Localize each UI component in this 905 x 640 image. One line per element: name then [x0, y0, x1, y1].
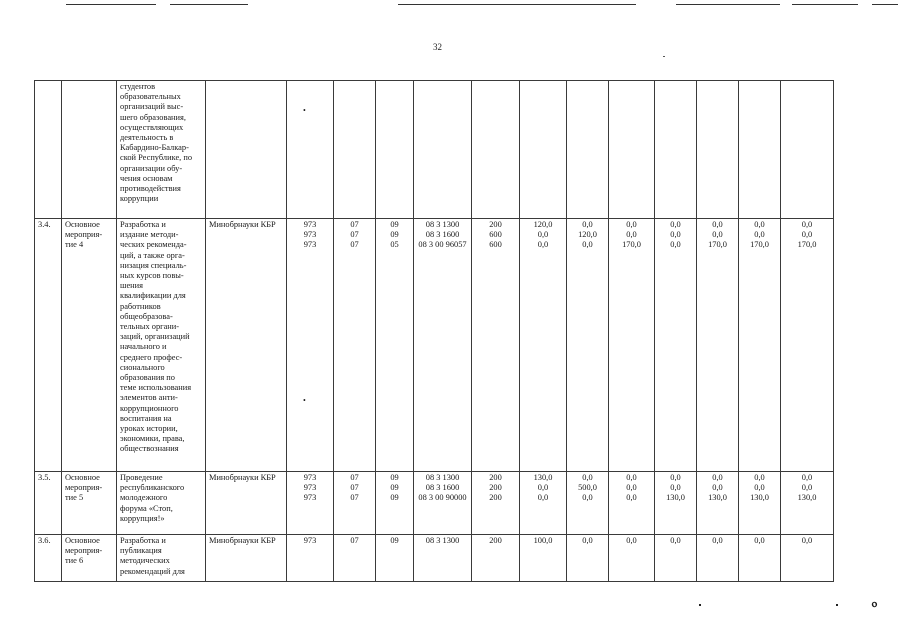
- cell-line: организации обу-: [120, 163, 183, 173]
- cell-line: 0,0: [537, 230, 549, 240]
- cell-type: [62, 472, 117, 535]
- cell-line: 09: [390, 230, 399, 240]
- cell-line: 100,0: [533, 536, 553, 545]
- cell-line: 0,0: [712, 220, 723, 229]
- cell-type: [62, 535, 117, 582]
- cell-line: 170,0: [622, 240, 641, 250]
- cell-vr: [472, 81, 520, 219]
- cell-rz: [334, 81, 376, 219]
- cell-grbs: [287, 219, 334, 472]
- cell-line: рекомендаций для: [120, 566, 185, 576]
- cell-executor: Минобрнауки КБР: [206, 472, 287, 535]
- cell-year-4: [655, 472, 697, 535]
- cell-line: общеобразова-: [120, 311, 173, 321]
- cell-line: 0,0: [537, 493, 549, 503]
- cell-line: начального и: [120, 342, 167, 352]
- scan-speck: [699, 604, 701, 606]
- cell-line: противодействия: [120, 184, 181, 194]
- cell-year-7: [781, 535, 834, 582]
- cell-line: 09: [390, 220, 399, 229]
- cell-line: тие 6: [65, 556, 84, 566]
- cell-line: Разработка и: [120, 220, 166, 229]
- cell-csr: [414, 535, 472, 582]
- cell-line: заций, организаций: [120, 332, 190, 342]
- cell-line: организаций выс-: [120, 102, 184, 112]
- cell-line: 08 3 1600: [425, 230, 460, 240]
- cell-line: 0,0: [754, 483, 765, 493]
- cell-year-3: [609, 535, 655, 582]
- cell-line: 07: [350, 536, 359, 545]
- cell-line: 170,0: [708, 240, 727, 250]
- cell-description: [117, 535, 206, 582]
- cell-line: ных курсов повы-: [120, 271, 184, 281]
- cell-line: низация специаль-: [120, 260, 187, 270]
- cell-line: 07: [350, 473, 359, 482]
- cell-line: 08 3 1300: [425, 473, 460, 482]
- cell-line: Основное: [65, 473, 100, 482]
- table-row: [35, 535, 834, 582]
- cell-line: 08 3 1300: [425, 220, 460, 229]
- cell-line: деятельность в: [120, 133, 174, 143]
- cell-line: 973: [303, 536, 317, 545]
- cell-line: мероприя-: [65, 230, 103, 240]
- cell-year-5: [697, 535, 739, 582]
- cell-line: 08 3 00 90000: [418, 493, 467, 503]
- table-row: [35, 472, 834, 535]
- cell-line: обществознания: [120, 444, 179, 454]
- cell-description: [117, 81, 206, 219]
- cell-line: 0,0: [801, 473, 813, 482]
- cell-line: 0,0: [626, 220, 637, 229]
- cell-line: 120,0: [533, 220, 553, 229]
- cell-vr: [472, 535, 520, 582]
- cell-line: 0,0: [582, 536, 593, 545]
- cell-line: 0,0: [670, 240, 681, 250]
- cell-line: 07: [350, 230, 359, 240]
- cell-line: 0,0: [626, 493, 637, 503]
- cell-year-4: [655, 81, 697, 219]
- cell-line: 07: [350, 493, 359, 503]
- cell-line: Проведение: [120, 473, 163, 482]
- cell-pr: [376, 535, 414, 582]
- cell-line: методических: [120, 556, 170, 566]
- budget-table: [34, 80, 834, 582]
- cell-year-4: [655, 535, 697, 582]
- cell-year-3: [609, 81, 655, 219]
- cell-line: 0,0: [754, 230, 765, 240]
- cell-executor: Минобрнауки КБР: [206, 535, 287, 582]
- cell-line: образовательных: [120, 92, 181, 102]
- top-rule: [398, 4, 636, 5]
- cell-line: 09: [390, 493, 399, 503]
- cell-executor: Минобрнауки КБР: [206, 219, 287, 472]
- top-rule: [792, 4, 858, 5]
- cell-year-1: [520, 219, 567, 472]
- cell-line: 130,0: [533, 473, 553, 482]
- cell-line: квалификации для: [120, 291, 186, 301]
- cell-line: элементов анти-: [120, 393, 178, 403]
- cell-line: 600: [489, 230, 502, 240]
- cell-line: 0,0: [712, 230, 723, 240]
- cell-line: 09: [390, 483, 399, 493]
- cell-line: 0,0: [582, 240, 593, 250]
- cell-line: шения: [120, 281, 143, 291]
- cell-line: 0,0: [801, 220, 813, 229]
- cell-line: тие 5: [65, 493, 84, 503]
- cell-line: 170,0: [797, 240, 817, 250]
- cell-line: республиканского: [120, 483, 185, 493]
- top-rule: [66, 4, 156, 5]
- cell-number: 3.6.: [35, 535, 62, 582]
- scan-mark: ⲟ: [871, 598, 877, 610]
- cell-year-6: [739, 472, 781, 535]
- cell-pr: [376, 472, 414, 535]
- cell-line: Основное: [65, 220, 100, 229]
- cell-pr: [376, 219, 414, 472]
- cell-line: 120,0: [578, 230, 597, 240]
- top-rule: [676, 4, 780, 5]
- cell-line: 0,0: [754, 536, 765, 545]
- cell-line: 08 3 00 96057: [418, 240, 467, 250]
- cell-number: [35, 81, 62, 219]
- top-rule: [170, 4, 248, 5]
- cell-line: 0,0: [537, 240, 549, 250]
- cell-grbs: [287, 472, 334, 535]
- cell-line: осуществляющих: [120, 122, 184, 132]
- cell-year-3: [609, 219, 655, 472]
- cell-csr: [414, 472, 472, 535]
- cell-year-4: [655, 219, 697, 472]
- cell-year-2: [567, 81, 609, 219]
- cell-line: Основное: [65, 536, 100, 545]
- cell-line: теме использования: [120, 383, 192, 393]
- cell-csr: [414, 219, 472, 472]
- cell-line: 130,0: [666, 493, 685, 503]
- cell-year-1: [520, 535, 567, 582]
- cell-line: 973: [303, 483, 317, 493]
- top-rule: [872, 4, 898, 5]
- cell-line: тие 4: [65, 240, 84, 250]
- cell-line: коррупционного: [120, 403, 179, 413]
- cell-line: 07: [350, 240, 359, 250]
- cell-line: 0,0: [801, 536, 813, 545]
- cell-line: 08 3 1600: [425, 483, 460, 493]
- cell-line: 130,0: [797, 493, 817, 503]
- cell-line: 0,0: [754, 220, 765, 229]
- cell-line: 170,0: [750, 240, 769, 250]
- cell-line: 973: [303, 493, 317, 503]
- cell-line: 0,0: [670, 230, 681, 240]
- cell-rz: [334, 219, 376, 472]
- cell-line: 0,0: [754, 473, 765, 482]
- cell-csr: [414, 81, 472, 219]
- cell-year-1: [520, 472, 567, 535]
- cell-line: 600: [489, 240, 502, 250]
- cell-line: тельных органи-: [120, 322, 180, 332]
- cell-line: 973: [303, 220, 317, 229]
- cell-line: публикация: [120, 546, 162, 556]
- cell-year-6: [739, 535, 781, 582]
- scan-speck: [663, 56, 665, 57]
- cell-pr: [376, 81, 414, 219]
- scan-speck: •: [303, 106, 306, 115]
- cell-line: 0,0: [670, 473, 681, 482]
- cell-line: сионального: [120, 362, 165, 372]
- cell-line: мероприя-: [65, 546, 103, 556]
- cell-line: 200: [489, 493, 502, 503]
- cell-line: экономики, права,: [120, 434, 185, 444]
- cell-year-1: [520, 81, 567, 219]
- cell-line: 973: [303, 473, 317, 482]
- cell-line: ской Республике, по: [120, 153, 193, 163]
- cell-grbs: [287, 535, 334, 582]
- cell-line: 07: [350, 220, 359, 229]
- cell-line: шего образования,: [120, 112, 186, 122]
- cell-line: уроках истории,: [120, 424, 178, 434]
- scan-speck: •: [303, 396, 306, 405]
- cell-rz: [334, 535, 376, 582]
- cell-line: 0,0: [537, 483, 549, 493]
- cell-line: ческих рекоменда-: [120, 240, 187, 250]
- cell-year-3: [609, 472, 655, 535]
- cell-line: коррупция!»: [120, 513, 165, 523]
- cell-line: мероприя-: [65, 483, 103, 493]
- cell-year-2: [567, 219, 609, 472]
- cell-rz: [334, 472, 376, 535]
- cell-line: коррупции: [120, 194, 159, 204]
- cell-line: 0,0: [712, 483, 723, 493]
- cell-number: 3.4.: [35, 219, 62, 472]
- cell-line: 0,0: [801, 230, 813, 240]
- cell-line: 08 3 1300: [425, 536, 460, 545]
- page-number: 32: [433, 42, 442, 52]
- cell-line: 05: [390, 240, 399, 250]
- cell-year-2: [567, 472, 609, 535]
- cell-vr: [472, 219, 520, 472]
- cell-line: молодежного: [120, 493, 168, 503]
- cell-year-7: [781, 219, 834, 472]
- cell-executor: [206, 81, 287, 219]
- scan-speck: [836, 604, 838, 606]
- cell-line: Кабардино-Балкар-: [120, 143, 189, 153]
- cell-line: 0,0: [712, 536, 723, 545]
- cell-year-7: [781, 81, 834, 219]
- cell-line: воспитания на: [120, 413, 172, 423]
- cell-line: 973: [303, 240, 317, 250]
- cell-line: 500,0: [578, 483, 597, 493]
- cell-line: Разработка и: [120, 536, 166, 545]
- cell-line: 0,0: [670, 536, 681, 545]
- cell-line: 0,0: [582, 473, 593, 482]
- cell-year-6: [739, 219, 781, 472]
- cell-line: 130,0: [750, 493, 769, 503]
- cell-line: 200: [489, 473, 502, 482]
- cell-vr: [472, 472, 520, 535]
- cell-line: 0,0: [626, 483, 637, 493]
- cell-line: чения основам: [120, 173, 173, 183]
- cell-line: 0,0: [670, 220, 681, 229]
- cell-year-5: [697, 472, 739, 535]
- cell-line: среднего профес-: [120, 352, 183, 362]
- table-row: [35, 219, 834, 472]
- cell-year-6: [739, 81, 781, 219]
- cell-line: форума «Стоп,: [120, 503, 173, 513]
- cell-year-7: [781, 472, 834, 535]
- cell-line: 200: [489, 483, 502, 493]
- cell-number: 3.5.: [35, 472, 62, 535]
- cell-description: [117, 219, 206, 472]
- cell-line: ций, а также орга-: [120, 250, 185, 260]
- cell-type: [62, 219, 117, 472]
- cell-line: работников: [120, 301, 161, 311]
- cell-line: 0,0: [626, 230, 637, 240]
- cell-line: студентов: [120, 82, 156, 91]
- cell-line: 0,0: [801, 483, 813, 493]
- cell-year-5: [697, 81, 739, 219]
- cell-type: [62, 81, 117, 219]
- cell-line: 200: [489, 220, 502, 229]
- cell-line: 09: [390, 473, 399, 482]
- cell-year-2: [567, 535, 609, 582]
- cell-line: 07: [350, 483, 359, 493]
- cell-line: 130,0: [708, 493, 727, 503]
- table-row-continued: [35, 81, 834, 219]
- cell-year-5: [697, 219, 739, 472]
- cell-line: 200: [489, 536, 502, 545]
- cell-line: 973: [303, 230, 317, 240]
- cell-line: 0,0: [582, 220, 593, 229]
- cell-line: 0,0: [712, 473, 723, 482]
- cell-line: 09: [390, 536, 399, 545]
- cell-line: 0,0: [626, 473, 637, 482]
- cell-description: [117, 472, 206, 535]
- cell-line: образования по: [120, 373, 175, 383]
- cell-line: 0,0: [626, 536, 637, 545]
- cell-grbs: [287, 81, 334, 219]
- cell-line: 0,0: [582, 493, 593, 503]
- cell-line: 0,0: [670, 483, 681, 493]
- cell-line: издание методи-: [120, 230, 179, 240]
